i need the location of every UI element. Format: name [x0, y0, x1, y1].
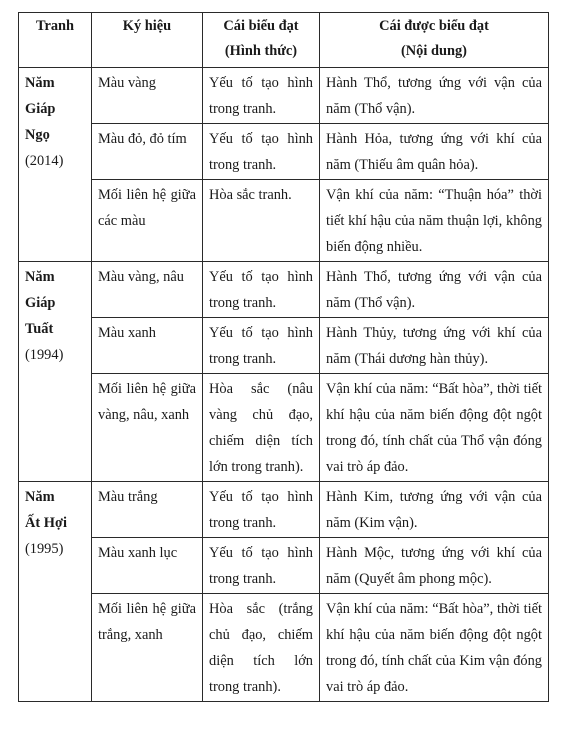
ky-hieu-cell: Mối liên hệ giữa các màu	[92, 180, 203, 262]
tranh-name-line: Năm	[25, 489, 55, 505]
cai-bieu-dat-cell: Yếu tố tạo hình trong tranh.	[203, 482, 320, 538]
cai-duoc-bieu-dat-cell: Vận khí của năm: “Bất hòa”, thời tiết khí hậu của năm biến động đột ngột trong đó, tính chất của Kim vận đóng vai trò áp đảo.	[320, 594, 549, 702]
cai-bieu-dat-cell: Yếu tố tạo hình trong tranh.	[203, 538, 320, 594]
cai-duoc-bieu-dat-cell: Hành Thủy, tương ứng với khí của năm (Thái dương hàn thủy).	[320, 318, 549, 374]
cai-duoc-bieu-dat-cell: Hành Thổ, tương ứng với vận của năm (Thổ vận).	[320, 68, 549, 124]
table-row	[19, 262, 549, 318]
cai-duoc-bieu-dat-cell: Hành Mộc, tương ứng với khí của năm (Quyết âm phong mộc).	[320, 538, 549, 594]
tranh-year: (2014)	[25, 153, 64, 169]
tranh-cell	[19, 482, 92, 702]
cai-bieu-dat-cell: Hòa sắc (nâu vàng chủ đạo, chiếm diện tích lớn trong tranh).	[203, 374, 320, 482]
symbol-table	[18, 12, 549, 702]
header-tranh-label: Tranh	[35, 18, 75, 34]
ky-hieu-cell: Màu trắng	[92, 482, 203, 538]
tranh-name-line: Ất Hợi	[25, 515, 67, 531]
tranh-name-line: Tuất	[25, 321, 54, 337]
cai-duoc-bieu-dat-cell: Vận khí của năm: “Bất hòa”, thời tiết khí hậu của năm biến động đột ngột trong đó, tính chất của Thổ vận đóng vai trò áp đảo.	[320, 374, 549, 482]
tranh-cell	[19, 68, 92, 262]
header-cai-duoc-bieu-dat-sub: (Nội dung)	[401, 43, 467, 59]
table-row	[19, 318, 549, 374]
table-row	[19, 538, 549, 594]
tranh-name-line: Ngọ	[25, 127, 50, 143]
cai-duoc-bieu-dat-cell: Vận khí của năm: “Thuận hóa” thời tiết khí hậu của năm thuận lợi, không biến động nhiều.	[320, 180, 549, 262]
cai-bieu-dat-cell: Yếu tố tạo hình trong tranh.	[203, 262, 320, 318]
tranh-name-line: Năm	[25, 269, 55, 285]
cai-bieu-dat-cell: Yếu tố tạo hình trong tranh.	[203, 68, 320, 124]
ky-hieu-cell: Màu xanh	[92, 318, 203, 374]
ky-hieu-cell: Mối liên hệ giữa trắng, xanh	[92, 594, 203, 702]
cai-bieu-dat-cell: Hòa sắc (trắng chủ đạo, chiếm diện tích lớn trong tranh).	[203, 594, 320, 702]
cai-duoc-bieu-dat-cell: Hành Thổ, tương ứng với vận của năm (Thổ vận).	[320, 262, 549, 318]
cai-bieu-dat-cell: Yếu tố tạo hình trong tranh.	[203, 318, 320, 374]
tranh-year: (1995)	[25, 541, 64, 557]
table-row	[19, 374, 549, 482]
ky-hieu-cell: Mối liên hệ giữa vàng, nâu, xanh	[92, 374, 203, 482]
header-cai-bieu-dat-title: Cái biểu đạt	[223, 18, 299, 34]
header-cai-bieu-dat-sub: (Hình thức)	[224, 43, 298, 59]
header-cai-duoc-bieu-dat	[320, 13, 549, 68]
ky-hieu-cell: Màu vàng, nâu	[92, 262, 203, 318]
header-cai-bieu-dat	[203, 13, 320, 68]
cai-bieu-dat-cell: Yếu tố tạo hình trong tranh.	[203, 124, 320, 180]
header-cai-duoc-bieu-dat-title: Cái được biểu đạt	[379, 18, 489, 34]
tranh-name-line: Giáp	[25, 295, 56, 311]
table-row	[19, 594, 549, 702]
cai-bieu-dat-cell: Hòa sắc tranh.	[203, 180, 320, 262]
table-row	[19, 68, 549, 124]
tranh-name-line: Giáp	[25, 101, 56, 117]
header-kyhieu-label: Ký hiệu	[122, 18, 172, 34]
header-row	[19, 13, 549, 68]
cai-duoc-bieu-dat-cell: Hành Hỏa, tương ứng với khí của năm (Thiếu âm quân hỏa).	[320, 124, 549, 180]
ky-hieu-cell: Màu vàng	[92, 68, 203, 124]
tranh-cell	[19, 262, 92, 482]
table-row	[19, 124, 549, 180]
cai-duoc-bieu-dat-cell: Hành Kim, tương ứng với vận của năm (Kim vận).	[320, 482, 549, 538]
table-row	[19, 180, 549, 262]
tranh-name-line: Năm	[25, 75, 55, 91]
ky-hieu-cell: Màu xanh lục	[92, 538, 203, 594]
header-tranh	[19, 13, 92, 68]
table-row	[19, 482, 549, 538]
tranh-year: (1994)	[25, 347, 64, 363]
ky-hieu-cell: Màu đỏ, đỏ tím	[92, 124, 203, 180]
header-kyhieu	[92, 13, 203, 68]
